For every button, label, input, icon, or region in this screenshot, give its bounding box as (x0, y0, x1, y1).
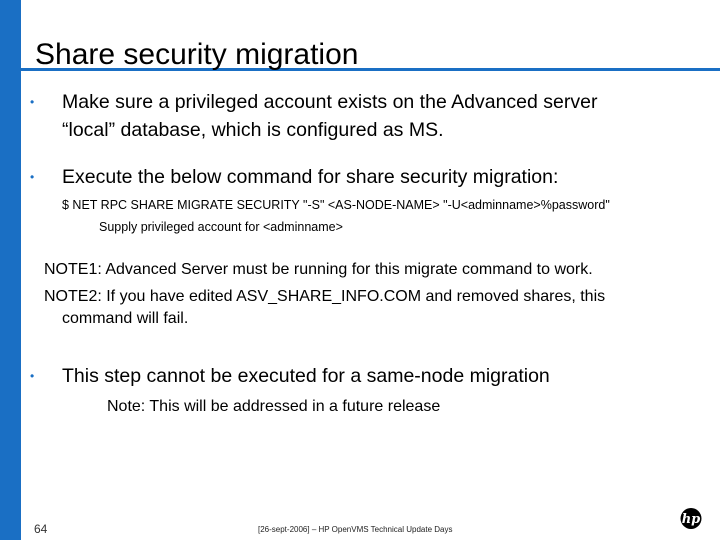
footer-text: [26-sept-2006] – HP OpenVMS Technical Update Days (258, 525, 453, 534)
svg-text:hp: hp (681, 512, 701, 527)
future-release-note: Note: This will be addressed in a future release (107, 398, 441, 415)
command-line: $ NET RPC SHARE MIGRATE SECURITY "-S" <AS-NODE-NAME> "-U<adminname>%password" (62, 198, 610, 212)
bullet-text: Execute the below command for share security migration: (62, 166, 559, 188)
slide-title: Share security migration (35, 38, 359, 71)
bullet-text: This step cannot be executed for a same-node migration (62, 365, 550, 387)
bullet-dot-icon: • (30, 95, 35, 109)
note1: NOTE1: Advanced Server must be running for this migrate command to work. (44, 261, 593, 278)
bullet-dot-icon: • (30, 369, 35, 383)
hp-logo-icon (674, 507, 708, 535)
note2-line2: command will fail. (62, 310, 189, 327)
command-note: Supply privileged account for <adminname> (99, 220, 343, 234)
bullet-text-line2: “local” database, which is configured as MS. (62, 119, 444, 141)
left-accent-bar (0, 0, 21, 540)
note2-line1: NOTE2: If you have edited ASV_SHARE_INFO.COM and removed shares, this (44, 288, 606, 305)
bullet-text-line1: Make sure a privileged account exists on the Advanced server (62, 91, 598, 113)
page-number: 64 (34, 522, 48, 536)
bullet-dot-icon: • (30, 170, 35, 184)
